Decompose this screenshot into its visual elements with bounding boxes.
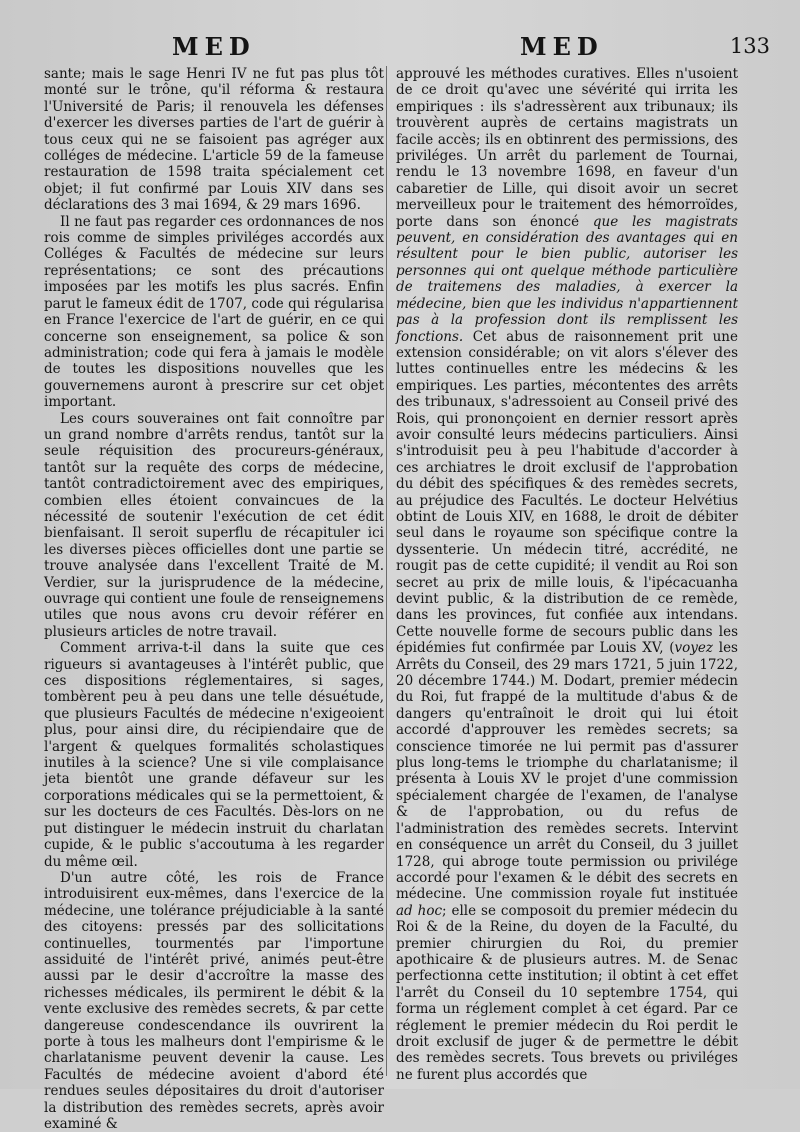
text-run: Cet abus de raisonnement prit une extension considérable; on vit alors s'élever des luttes continuelles entre les médecins & les empiriques. Les parties, mécontentes des arrêts des tribunaux, s'adressoient au Conseil privé des Rois, qui prononçoient en dernier ressort après avoir consulté leurs médecins particuliers. Ainsi s'introduisit peu à peu l'habitude d'accorder à ces archiatres le droit exclusif de l'approbation du débit des spécifiques & des remèdes secrets, au préjudice des Facultés. Le docteur Helvétius obtint de Louis XIV, en 1688, le droit de débiter seul dans le royaume son spécifique contre la dyssenterie. Un médecin titré, accrédité, ne rougit pas de cette cupidité; il vendit au Roi son secret au prix de mille louis, & l'ipécacuanha devint public, & la distribution de ce remède, dans les provinces, fut confiée aux intendans. Cette nouvelle forme de secours public dans les épidémies fut confirmée par Louis XV, ( (396, 328, 738, 657)
text-run: approuvé les méthodes curatives. Elles n'usoient de ce droit qu'avec une sévérité qui irrita les empiriques : ils s'adressèrent aux tribunaux; ils trouvèrent auprès de certains magistrats un facile accès; ils en obtinrent des permissions, des priviléges. Un arrêt du parlement de Tournai, rendu le 13 novembre 1698, en faveur d'un cabaretier de Lille, qui disoit avoir un secret merveilleux pour le traitement des hémorroïdes, porte dans son énoncé (396, 66, 738, 230)
italic-word: voyez (674, 640, 714, 657)
paragraph: D'un autre côté, les rois de France introduisirent eux-mêmes, dans l'exercice de la médecine, une tolérance préjudiciable à la santé des citoyens: pressés par des sollicitations continuelles, tourmentés par l'importune assiduité de l'intérêt privé, animés peut-être aussi par le desir d'accroître la masse des richesses médicales, ils permirent le débit & la vente exclusive des remèdes secrets, & par cette dangereuse condescendance ils ouvrirent la porte à tous les malheurs dont l'empirisme & le charlatanisme peuvent devenir la cause. Les Facultés de médecine avoient d'abord été rendues seules dépositaires du droit d'autoriser la distribution des remèdes secrets, après avoir examiné & (44, 869, 384, 1132)
page-number: 133 (729, 34, 770, 58)
paragraph: Il ne faut pas regarder ces ordonnances de nos rois comme de simples priviléges accordés aux Colléges & Facultés de médecine sur leurs représentations; ce sont des précautions imposées par les motifs les plus sacrés. Enfin parut le fameux édit de 1707, code qui régularisa en France l'exercice de l'art de guérir, en ce qui concerne son enseignement, sa police & son administration; code qui fera à jamais le modèle de toutes les dispositions nouvelles que les gouvernemens auront à prescrire sur cet objet important. (44, 213, 384, 411)
italic-quotation: que les magistrats peuvent, en considération des avantages qui en résultent pour le bien public, autoriser les personnes qui ont quelque méthode particulière de traitemens des maladies, à exercer la médecine, bien que les individus n'appartiennent pas à la profession dont ils remplissent les fonctions. (396, 213, 738, 345)
paragraph (396, 66, 738, 1083)
paragraph: Comment arriva-t-il dans la suite que ces rigueurs si avantageuses à l'intérêt public, que ces dispositions réglementaires, si sages, tombèrent peu à peu dans une telle désuétude, que plusieurs Facultés de médecine n'exigeoient plus, pour ainsi dire, du récipiendaire que de l'argent & quelques formalités scholastiques inutiles à la science? Une si vile complaisance jeta bientôt une grande défaveur sur les corporations médicales qui se la permettoient, & sur les docteurs de ces Facultés. Dès-lors on ne put distinguer le médecin instruit du charlatan cupide, & le public s'accoutuma à les regarder du même œil. (44, 640, 384, 870)
left-column (44, 66, 384, 1132)
italic-word: ad hoc (396, 902, 443, 919)
text-run: les Arrêts du Conseil, des 29 mars 1721, 5 juin 1722, 20 décembre 1744.) M. Dodart, premier médecin du Roi, fut frappé de la multitude d'abus & de dangers qu'entraînoit le droit qui lui étoit accordé d'approuver les remèdes secrets; sa conscience timorée ne lui permit pas d'assurer plus long-tems le triomphe du charlatanisme; il présenta à Louis XV le projet d'une commission spécialement chargée de l'examen, de l'analyse & de l'approbation, ou du refus de l'administration des remèdes secrets. Intervint en conséquence un arrêt du Conseil, du 3 juillet 1728, qui abroge toute permission ou privilége accordé pour l'examen & le débit des secrets en médecine. Une commission royale fut instituée (396, 640, 738, 903)
text-run: ; elle se composoit du premier médecin du Roi & de la Reine, du doyen de la Faculté, du premier chirurgien du Roi, du premier apothicaire & de plusieurs autres. M. de Senac perfectionna cette institution; il obtint à cet effet l'arrêt du Conseil du 10 septembre 1754, qui forma un réglement complet à cet égard. Par ce réglement le premier médecin du Roi perdit le droit exclusif de juger & de permettre le débit des remèdes secrets. Tous brevets ou priviléges ne furent plus accordés que (396, 902, 738, 1083)
left-running-head: MED (172, 32, 256, 61)
paragraph: Les cours souveraines ont fait connoître par un grand nombre d'arrêts rendus, tantôt sur la seule réquisition des procureurs-généraux, tantôt sur la requête des corps de médecine, tantôt contradictoirement avec des empiriques, combien elles étoient convaincues de la nécessité de soutenir l'exécution de cet édit bienfaisant. Il seroit superflu de récapituler ici les diverses pièces officielles dont une partie se trouve analysée dans l'excellent Traité de M. Verdier, sur la jurisprudence de la médecine, ouvrage qui contient une foule de renseignemens utiles que nous avons cru devoir référer en plusieurs articles de notre travail. (44, 410, 384, 640)
column-divider (386, 66, 387, 1076)
right-column (396, 66, 738, 1083)
paragraph: sante; mais le sage Henri IV ne fut pas plus tôt monté sur le trône, qu'il réforma & restaura l'Université de Paris; il renouvela les défenses d'exercer les diverses parties de l'art de guérir à tous ceux qui ne se faisoient pas agréger aux colléges de médecine. L'article 59 de la fameuse restauration de 1598 traita spécialement cet objet; il fut confirmé par Louis XIV dans ses déclarations des 3 mai 1694, & 29 mars 1696. (44, 66, 384, 214)
right-running-head: MED (520, 32, 604, 61)
